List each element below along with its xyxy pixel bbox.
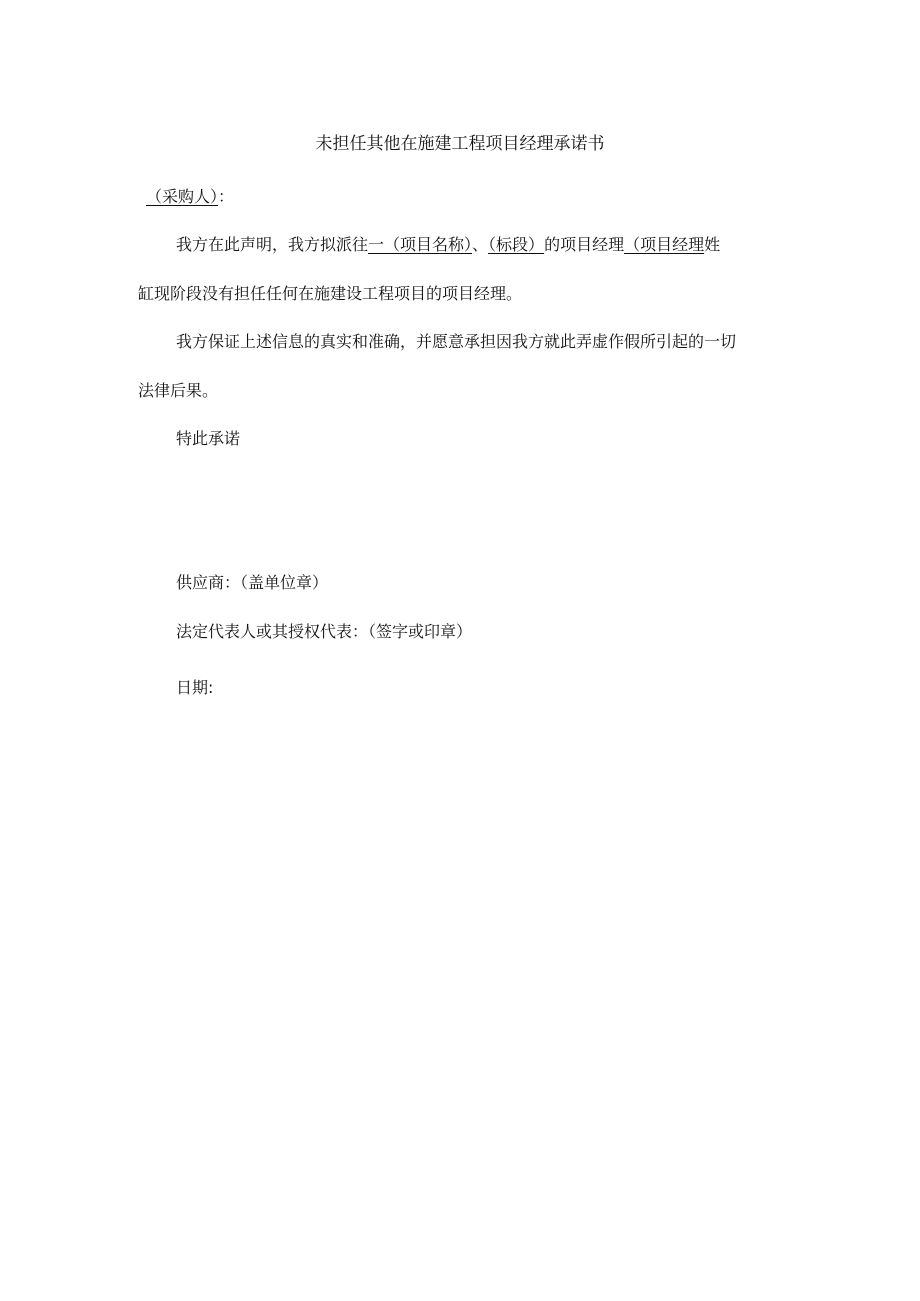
addressee-colon: ： <box>218 187 235 206</box>
project-manager-field: （项目经理 <box>624 235 705 254</box>
paragraph-1-line-1 <box>176 235 720 255</box>
paragraph-1-line-2: 缸现阶段没有担任任何在施建设工程项目的项目经理。 <box>138 284 523 303</box>
closing-statement: 特此承诺 <box>176 429 241 448</box>
paragraph-1-line-end: 姓 <box>704 235 721 254</box>
separator-mark: 、 <box>472 235 489 254</box>
supplier-signature-line: 供应商：（盖单位章） <box>176 573 329 592</box>
addressee-name: （采购人） <box>146 187 219 206</box>
paragraph-2-line-2: 法律后果。 <box>138 381 219 400</box>
paragraph-1-middle: 的项目经理 <box>544 235 625 254</box>
section-field: （标段） <box>488 235 545 254</box>
document-title: 未担任其他在施建工程项目经理承诺书 <box>315 134 605 154</box>
paragraph-1-prefix: 我方在此声明，我方拟派往 <box>176 235 369 254</box>
date-line: 日期: <box>176 678 214 697</box>
project-name-field: 一（项目名称） <box>368 235 473 254</box>
representative-signature-line: 法定代表人或其授权代表：（签字或印章） <box>176 622 473 641</box>
paragraph-2-line-1: 我方保证上述信息的真实和准确，并愿意承担因我方就此弄虚作假所引起的一切 <box>176 332 737 351</box>
addressee-line <box>146 187 234 207</box>
